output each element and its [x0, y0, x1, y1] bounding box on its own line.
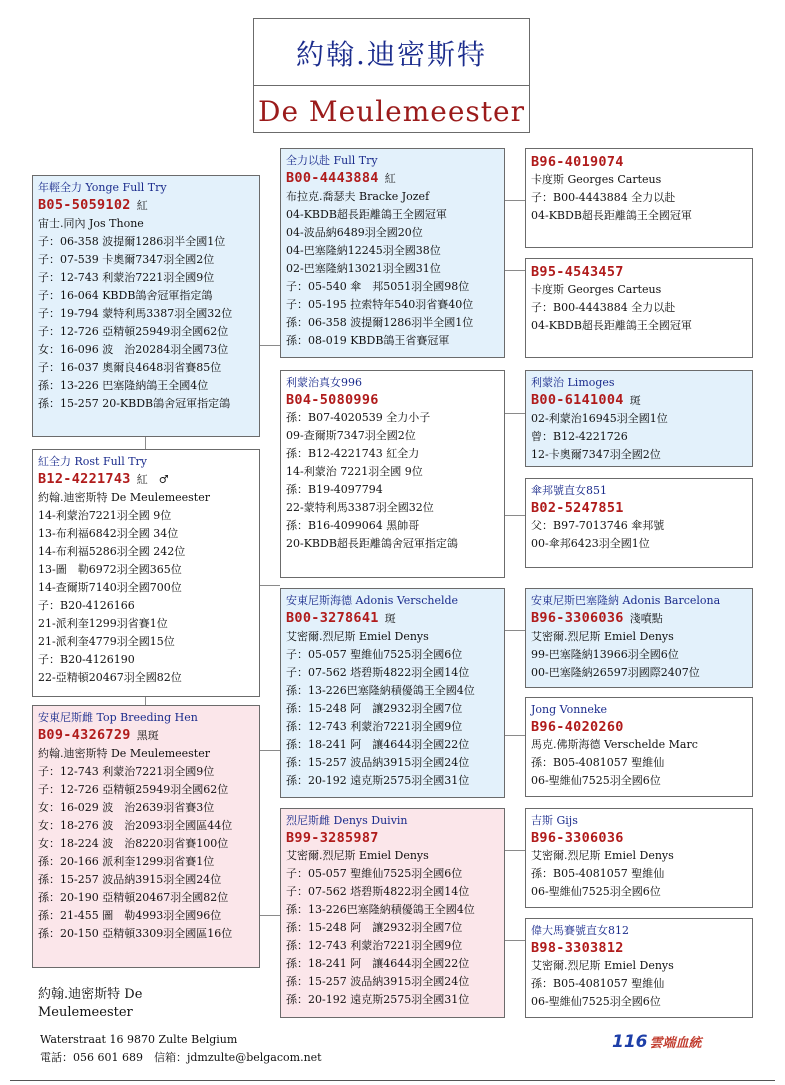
- pedigree-line: 20-KBDB超長距離鴿舍冠軍指定鴿: [286, 537, 458, 550]
- pedigree-line: 孫：B05-4081057 聖維仙: [531, 867, 665, 880]
- pedigree-line: 14-查爾斯7140羽全國700位: [38, 581, 182, 594]
- pedigree-line: 孫：13-226巴塞隆納積優鴿王全國4位: [286, 684, 475, 697]
- pedigree-line: 孫：15-257 波品納3915羽全國24位: [286, 756, 470, 769]
- pedigree-line: 00-巴塞隆納26597羽國際2407位: [531, 666, 700, 679]
- pedigree-line: 22-亞精頓20467羽全國82位: [38, 671, 182, 684]
- pedigree-line: 孫：B19-4097794: [286, 483, 383, 496]
- site-logo: [612, 1032, 702, 1052]
- pedigree-line: 04-巴塞隆納12245羽全國38位: [286, 244, 441, 257]
- pedigree-line: 子：05-057 聖維仙7525羽全國6位: [286, 867, 463, 880]
- pedigree-line: 孫：15-257 波品納3915羽全國24位: [38, 873, 222, 886]
- pigeon-color: 紅 ♂: [136, 473, 169, 486]
- pedigree-line: 卡度斯 Georges Carteus: [531, 173, 662, 186]
- pigeon-card-fulltry: [280, 148, 505, 358]
- ring-number: B98-3303812: [531, 940, 624, 956]
- ring-number: B95-4543457: [531, 264, 624, 280]
- connector-line: [505, 515, 525, 516]
- ring-number: B12-4221743: [38, 471, 131, 487]
- pedigree-line: 02-巴塞隆納13021羽全國31位: [286, 262, 441, 275]
- pedigree-line: 孫：08-019 KBDB鴿王省賽冠軍: [286, 334, 450, 347]
- pedigree-line: 子：12-726 亞精頓25949羽全國62位: [38, 783, 229, 796]
- pedigree-line: 12-卡奧爾7347羽全國2位: [531, 448, 661, 461]
- connector-line: [505, 413, 525, 414]
- pedigree-line: 約翰.迪密斯特 De Meulemeester: [38, 491, 210, 504]
- pedigree-line: 04-KBDB超長距離鴿王全國冠軍: [531, 209, 692, 222]
- pigeon-ring: [531, 829, 747, 847]
- connector-line: [260, 915, 280, 916]
- ring-number: B04-5080996: [286, 392, 379, 408]
- pedigree-line: 04-波品納6489羽全國20位: [286, 226, 423, 239]
- ring-number: B02-5247851: [531, 500, 624, 516]
- title-chinese: 約翰.迪密斯特: [296, 38, 487, 71]
- pedigree-line: 06-聖維仙7525羽全國6位: [531, 995, 661, 1008]
- pigeon-ring: [531, 153, 747, 171]
- bottom-divider: [10, 1080, 775, 1081]
- pigeon-name: 安東尼斯雌 Top Breeding Hen: [38, 711, 198, 724]
- pigeon-ring: [286, 169, 499, 188]
- pigeon-ring: [531, 718, 747, 736]
- pedigree-line: 子：B00-4443884 全力以赴: [531, 191, 676, 204]
- pigeon-ring: [38, 726, 254, 745]
- pedigree-line: 子：B20-4126190: [38, 653, 135, 666]
- title-box: [253, 18, 530, 133]
- pedigree-line: 子：16-064 KBDB鴿舍冠軍指定鴿: [38, 289, 213, 302]
- pedigree-line: 孫：12-743 利蒙治7221羽全國9位: [286, 720, 463, 733]
- pedigree-line: 子：05-540 傘 邦5051羽全國98位: [286, 280, 470, 293]
- pigeon-color: 淺噴點: [629, 612, 663, 625]
- ring-number: B96-4019074: [531, 154, 624, 170]
- pigeon-card-yonge: [32, 175, 260, 437]
- ring-number: B96-3306036: [531, 830, 624, 846]
- pigeon-ring: [286, 829, 499, 847]
- pigeon-card-4543457: [525, 258, 753, 358]
- pedigree-line: 孫：06-358 波提爾1286羽半全國1位: [286, 316, 474, 329]
- pedigree-line: 孫：18-241 阿 讓4644羽全國22位: [286, 738, 470, 751]
- pigeon-color: 黑斑: [136, 729, 159, 742]
- pigeon-ring: [531, 263, 747, 281]
- pedigree-line: 子：07-562 塔碧斯4822羽全國14位: [286, 885, 470, 898]
- title-english: De Meulemeester: [258, 95, 525, 128]
- pedigree-line: 孫：20-192 遠克斯2575羽全國31位: [286, 774, 470, 787]
- pedigree-line: 06-聖維仙7525羽全國6位: [531, 885, 661, 898]
- pigeon-ring: [531, 391, 747, 410]
- pedigree-line: 孫：B07-4020539 全力小子: [286, 411, 431, 424]
- pedigree-line: 女：18-224 波 治8220羽省賽100位: [38, 837, 229, 850]
- logo-text: 雲端血統: [649, 1036, 702, 1051]
- ring-number: B00-3278641: [286, 610, 379, 626]
- pigeon-color: 斑: [384, 612, 396, 625]
- pigeon-name: 全力以赴 Full Try: [286, 154, 378, 167]
- pigeon-card-adonis: [280, 588, 505, 798]
- ring-number: B99-3285987: [286, 830, 379, 846]
- pedigree-line: 09-查爾斯7347羽全國2位: [286, 429, 416, 442]
- pedigree-line: 子：B00-4443884 全力以赴: [531, 301, 676, 314]
- pigeon-ring: [38, 470, 254, 489]
- pedigree-line: 99-巴塞隆納13966羽全國6位: [531, 648, 679, 661]
- pedigree-line: 孫：15-257 20-KBDB鴿舍冠軍指定鴿: [38, 397, 231, 410]
- pedigree-line: 孫：15-248 阿 讓2932羽全國7位: [286, 921, 463, 934]
- pedigree-line: 孫：20-150 亞精頓3309羽全國區16位: [38, 927, 233, 940]
- pedigree-line: 孫：13-226 巴塞隆納鴿王全國4位: [38, 379, 209, 392]
- pigeon-name: 安東尼斯海德 Adonis Verschelde: [286, 594, 459, 607]
- pigeon-ring: [286, 391, 499, 409]
- connector-line: [505, 850, 525, 851]
- pigeon-color: 紅: [136, 199, 148, 212]
- connector-line: [505, 940, 525, 941]
- pedigree-line: 子：19-794 蒙特利馬3387羽全國32位: [38, 307, 233, 320]
- ring-number: B05-5059102: [38, 197, 131, 213]
- pedigree-line: 00-傘邦6423羽全國1位: [531, 537, 650, 550]
- pedigree-line: 孫：B12-4221743 紅全力: [286, 447, 420, 460]
- pedigree-line: 02-利蒙治16945羽全國1位: [531, 412, 668, 425]
- pedigree-line: 子：16-037 奧爾良4648羽省賽85位: [38, 361, 222, 374]
- pigeon-name: 利蒙治真女996: [286, 376, 362, 389]
- pedigree-line: 子：12-743 利蒙治7221羽全國9位: [38, 271, 215, 284]
- pigeon-card-gijs: [525, 808, 753, 908]
- pedigree-line: 女：18-276 波 治2093羽全國區44位: [38, 819, 233, 832]
- pedigree-line: 孫：20-190 亞精頓20467羽全國82位: [38, 891, 229, 904]
- ring-number: B00-6141004: [531, 392, 624, 408]
- pedigree-line: 孫：20-192 遠克斯2575羽全國31位: [286, 993, 470, 1006]
- pedigree-line: 孫：18-241 阿 讓4644羽全國22位: [286, 957, 470, 970]
- connector-line: [505, 735, 525, 736]
- pedigree-line: 孫：B05-4081057 聖維仙: [531, 756, 665, 769]
- pigeon-card-rost: [32, 449, 260, 697]
- pedigree-line: 艾密爾.烈尼斯 Emiel Denys: [286, 849, 429, 862]
- pedigree-line: 約翰.迪密斯特 De Meulemeester: [38, 747, 210, 760]
- pedigree-line: 孫：21-455 圖 勒4993羽全國96位: [38, 909, 222, 922]
- footer-phone-email: 電話：056 601 689 信箱：jdmzulte@belgacom.net: [40, 1051, 322, 1064]
- pedigree-line: 孫：15-248 阿 讓2932羽全國7位: [286, 702, 463, 715]
- pedigree-line: 父：B97-7013746 傘邦號: [531, 519, 665, 532]
- pedigree-line: 布拉克.喬瑟夫 Bracke Jozef: [286, 190, 430, 203]
- pigeon-name: 吉斯 Gijs: [531, 814, 578, 827]
- pedigree-line: 14-布利福5286羽全國 242位: [38, 545, 186, 558]
- pedigree-line: 子：06-358 波提爾1286羽半全國1位: [38, 235, 226, 248]
- pigeon-ring: [531, 939, 747, 957]
- footer-contact: [40, 1031, 322, 1067]
- pigeon-card-limoges996: [280, 370, 505, 578]
- pigeon-name: 年輕全力 Yonge Full Try: [38, 181, 167, 194]
- pigeon-ring: [38, 196, 254, 215]
- pigeon-card-denys: [280, 808, 505, 1018]
- pedigree-line: 艾密爾.烈尼斯 Emiel Denys: [531, 959, 674, 972]
- pedigree-line: 宙士.同內 Jos Thone: [38, 217, 144, 230]
- pedigree-line: 13-布利福6842羽全國 34位: [38, 527, 179, 540]
- pedigree-line: 孫：12-743 利蒙治7221羽全國9位: [286, 939, 463, 952]
- pedigree-line: 子：12-743 利蒙治7221羽全國9位: [38, 765, 215, 778]
- pedigree-line: 13-圖 勒6972羽全國365位: [38, 563, 182, 576]
- pigeon-name: 傘邦號直女851: [531, 484, 607, 497]
- pedigree-line: 14-利蒙治 7221羽全國 9位: [286, 465, 423, 478]
- pedigree-line: 孫：20-166 派利奎1299羽省賽1位: [38, 855, 215, 868]
- pedigree-line: 子：07-562 塔碧斯4822羽全國14位: [286, 666, 470, 679]
- pedigree-line: 女：16-096 波 治20284羽全國73位: [38, 343, 229, 356]
- pedigree-line: 卡度斯 Georges Carteus: [531, 283, 662, 296]
- pedigree-line: 孫：B05-4081057 聖維仙: [531, 977, 665, 990]
- pedigree-line: 04-KBDB超長距離鴿王全國冠軍: [286, 208, 447, 221]
- connector-line: [145, 697, 146, 705]
- pigeon-card-4019074: [525, 148, 753, 248]
- pedigree-line: 子：05-057 聖維仙7525羽全國6位: [286, 648, 463, 661]
- pigeon-name: 利蒙治 Limoges: [531, 376, 615, 389]
- pedigree-line: 孫：15-257 波品納3915羽全國24位: [286, 975, 470, 988]
- pedigree-line: 曾：B12-4221726: [531, 430, 628, 443]
- pigeon-ring: [531, 499, 747, 517]
- pigeon-name: Jong Vonneke: [531, 703, 608, 716]
- connector-line: [260, 750, 280, 751]
- pedigree-line: 子：B20-4126166: [38, 599, 135, 612]
- pedigree-line: 子：07-539 卡奧爾7347羽全國2位: [38, 253, 215, 266]
- pigeon-name: 偉大馬賽號直女812: [531, 924, 629, 937]
- pedigree-line: 04-KBDB超長距離鴿王全國冠軍: [531, 319, 692, 332]
- pigeon-card-vonneke: [525, 697, 753, 797]
- pedigree-line: 21-派利奎1299羽省賽1位: [38, 617, 168, 630]
- pedigree-line: 22-蒙特利馬3387羽全國32位: [286, 501, 434, 514]
- pedigree-line: 21-派利奎4779羽全國15位: [38, 635, 175, 648]
- pigeon-name: 烈尼斯雌 Denys Duivin: [286, 814, 408, 827]
- pigeon-color: 斑: [629, 394, 641, 407]
- pedigree-line: 艾密爾.烈尼斯 Emiel Denys: [286, 630, 429, 643]
- pedigree-line: 06-聖維仙7525羽全國6位: [531, 774, 661, 787]
- ring-number: B09-4326729: [38, 727, 131, 743]
- pigeon-name: 紅全力 Rost Full Try: [38, 455, 148, 468]
- connector-line: [260, 585, 280, 586]
- pigeon-ring: [286, 609, 499, 628]
- pigeon-card-851: [525, 478, 753, 568]
- connector-line: [505, 270, 525, 271]
- pedigree-line: 女：16-029 波 治2639羽省賽3位: [38, 801, 215, 814]
- connector-line: [505, 630, 525, 631]
- pigeon-name: 安東尼斯巴塞隆納 Adonis Barcelona: [531, 594, 721, 607]
- pedigree-line: 子：05-195 拉索特年540羽省賽40位: [286, 298, 474, 311]
- pigeon-card-hen: [32, 705, 260, 968]
- pigeon-ring: [531, 609, 747, 628]
- pedigree-line: 14-利蒙治7221羽全國 9位: [38, 509, 172, 522]
- pigeon-card-limoges: [525, 370, 753, 467]
- ring-number: B00-4443884: [286, 170, 379, 186]
- ring-number: B96-4020260: [531, 719, 624, 735]
- pedigree-line: 艾密爾.烈尼斯 Emiel Denys: [531, 630, 674, 643]
- connector-line: [505, 200, 525, 201]
- footer-breeder-name: 約翰.迪密斯特 De Meulemeester: [38, 987, 143, 1020]
- pedigree-line: 艾密爾.烈尼斯 Emiel Denys: [531, 849, 674, 862]
- pigeon-color: 紅: [384, 172, 396, 185]
- pigeon-card-barcelona: [525, 588, 753, 688]
- pedigree-line: 馬克.佛斯海德 Verschelde Marc: [531, 738, 698, 751]
- footer-address: Waterstraat 16 9870 Zulte Belgium: [40, 1033, 238, 1046]
- title-divider: [254, 85, 529, 86]
- pedigree-line: 子：12-726 亞精頓25949羽全國62位: [38, 325, 229, 338]
- logo-number: 116: [612, 1032, 648, 1052]
- pedigree-line: 孫：B16-4099064 黑帥哥: [286, 519, 420, 532]
- pedigree-line: 孫：13-226巴塞隆納積優鴿王全國4位: [286, 903, 475, 916]
- connector-line: [260, 345, 280, 346]
- pigeon-card-812: [525, 918, 753, 1018]
- connector-line: [145, 437, 146, 449]
- ring-number: B96-3306036: [531, 610, 624, 626]
